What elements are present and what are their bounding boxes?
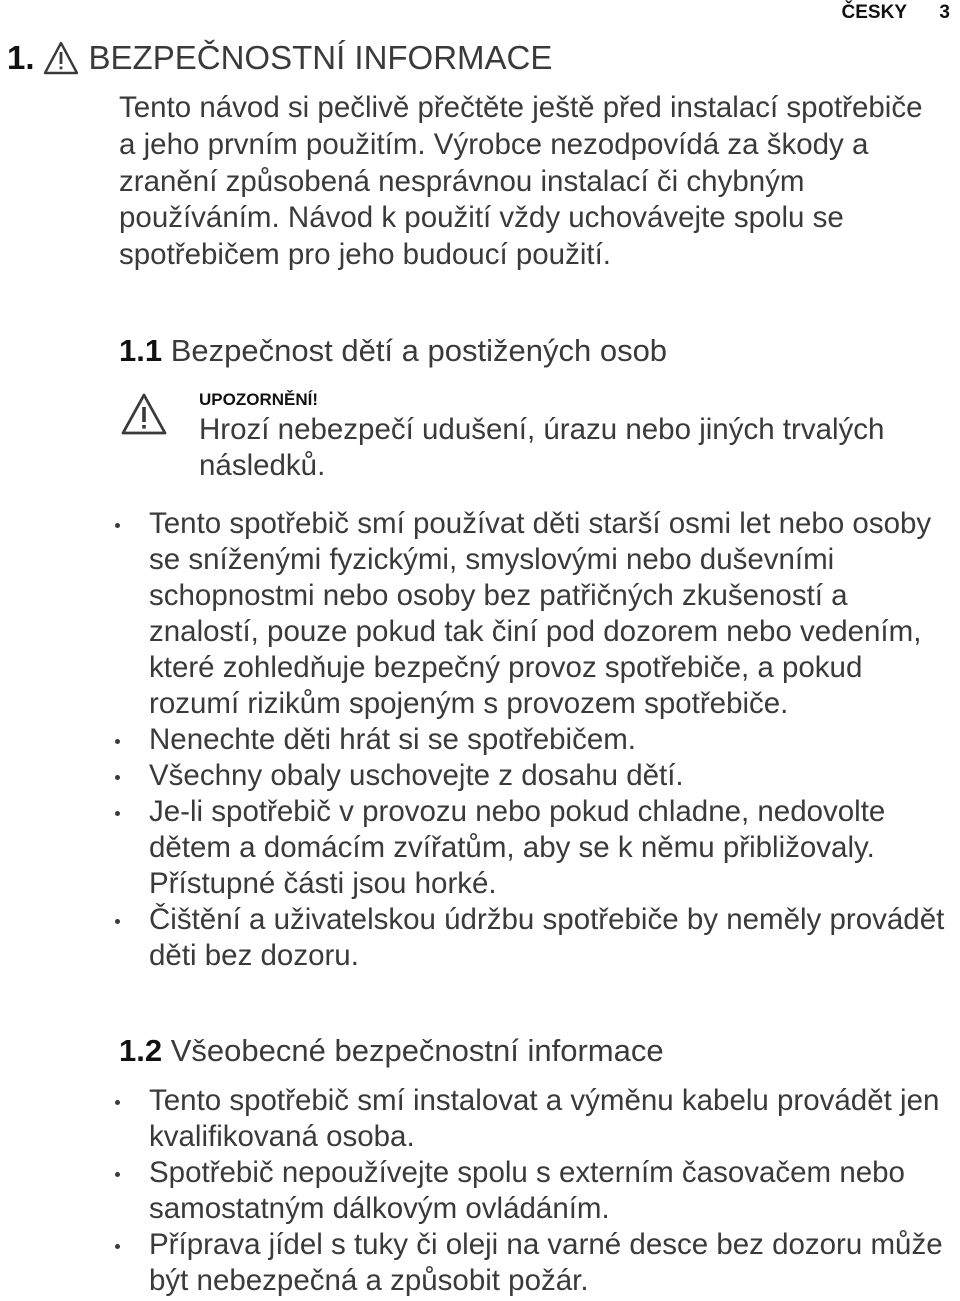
list-item: [110, 1227, 960, 1299]
bullet-dot: [115, 1244, 120, 1249]
subsection-heading-1: [119, 331, 667, 371]
page-number: 3: [939, 2, 950, 23]
language-label: ČESKY: [841, 2, 907, 23]
bullet-dot: [115, 775, 120, 780]
list-item-text: Všechny obaly uschovejte z dosahu dětí.: [149, 759, 684, 792]
bullet-dot: [115, 523, 120, 528]
list-item: [110, 758, 960, 794]
list-item-text: Tento spotřebič smí instalovat a výměnu kabelu provádět jen kvalifikovaná osoba.: [149, 1084, 940, 1153]
list-item-text: Příprava jídel s tuky či oleji na varné desce bez dozoru může být nebezpečná a způsobit požár.: [149, 1228, 943, 1297]
bullet-dot: [115, 1100, 120, 1105]
list-item: [110, 506, 960, 722]
section-title: BEZPEČNOSTNÍ INFORMACE: [88, 39, 553, 76]
warning-text: Hrozí nebezpečí udušení, úrazu nebo jiných trvalých následků.: [199, 413, 885, 482]
subsection-number: 1.2: [119, 1033, 163, 1068]
warning-title: UPOZORNĚNÍ!: [199, 390, 318, 409]
intro-paragraph: Tento návod si pečlivě přečtěte ještě před instalací spotřebiče a jeho prvním použitím. Výrobce nezodpovídá za škody a zranění způsobená nesprávnou instalací či chybným používáním. Návod k použití vždy uchovávejte spolu se spotřebičem pro jeho budoucí použití.: [119, 91, 923, 272]
bullet-dot: [115, 1172, 120, 1177]
page-header: [0, 0, 960, 26]
list-item-text: Je-li spotřebič v provozu nebo pokud chladne, nedovolte dětem a domácím zvířatům, aby se k němu přibližovaly. Přístupné části jsou horké.: [149, 795, 886, 900]
bullet-dot: [115, 919, 120, 924]
list-item-text: Spotřebič nepoužívejte spolu s externím časovačem nebo samostatným dálkovým ovládáním.: [149, 1156, 905, 1225]
list-item-text: Čištění a uživatelskou údržbu spotřebiče by neměly provádět děti bez dozoru.: [149, 903, 945, 972]
warning-triangle-icon: [120, 392, 168, 436]
list-item: [110, 902, 960, 974]
list-item: [110, 794, 960, 902]
child-safety-list: [110, 506, 960, 974]
subsection-number: 1.1: [119, 333, 163, 368]
warning-triangle-icon: [43, 41, 79, 75]
section-heading: [7, 36, 552, 80]
subsection-title: Bezpečnost dětí a postižených osob: [170, 333, 668, 368]
bullet-dot: [115, 739, 120, 744]
general-safety-list: [110, 1083, 960, 1299]
bullet-dot: [115, 811, 120, 816]
list-item-text: Tento spotřebič smí používat děti starší osmi let nebo osoby se sníženými fyzickými, smyslovými nebo duševními schopnostmi nebo osoby bez patřičných zkušeností a znalostí, pouze pokud tak činí pod dozorem nebo vedením, které zohledňuje bezpečný provoz spotřebiče, a pokud rozumí rizikům spojeným s provozem spotřebiče.: [149, 507, 932, 720]
section-number: 1.: [7, 39, 35, 76]
subsection-title: Všeobecné bezpečnostní informace: [170, 1033, 664, 1068]
list-item-text: Nenechte děti hrát si se spotřebičem.: [149, 723, 636, 756]
subsection-heading-2: [119, 1031, 664, 1071]
list-item: [110, 722, 960, 758]
list-item: [110, 1155, 960, 1227]
list-item: [110, 1083, 960, 1155]
